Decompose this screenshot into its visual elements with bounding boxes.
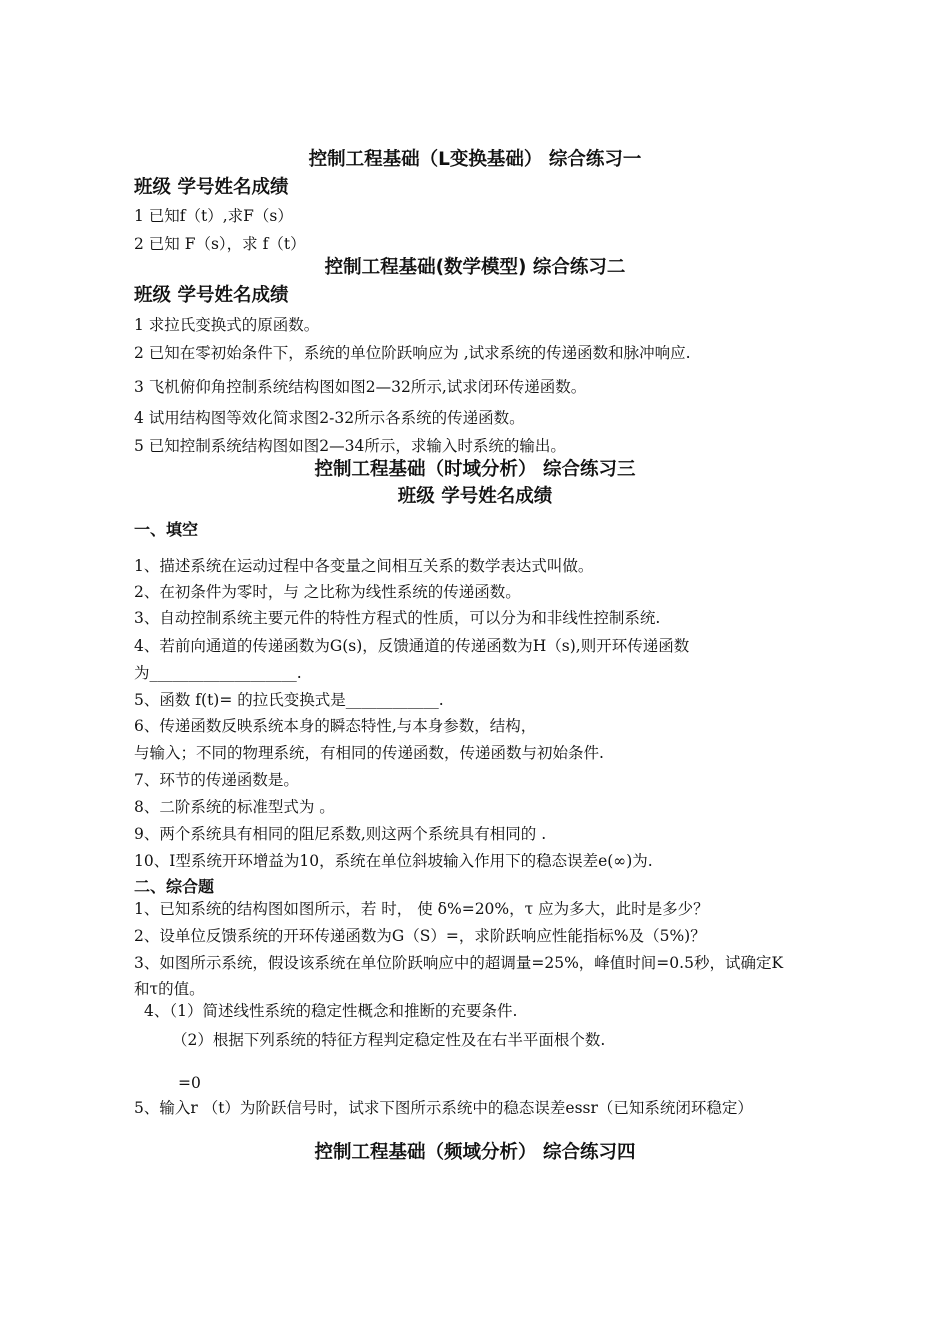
exercise-3-title: 控制工程基础（时域分析） 综合练习三 (314, 459, 636, 480)
fill-question-7: 7、环节的传递函数是。 (134, 771, 299, 789)
exercise-2-title: 控制工程基础(数学模型) 综合练习二 (324, 257, 626, 278)
exercise-1-title: 控制工程基础（L变换基础） 综合练习一 (308, 149, 642, 170)
exercise-2-question-4: 4 试用结构图等效化简求图2-32所示各系统的传递函数。 (134, 409, 525, 427)
fill-question-10: 10、I型系统开环增益为10，系统在单位斜坡输入作用下的稳态误差e(∞)为. (134, 852, 653, 870)
comprehensive-question-5: 5、输入r （t）为阶跃信号时，试求下图所示系统中的稳态误差essr（已知系统闭环稳定） (134, 1099, 753, 1117)
exercise-2-question-5: 5 已知控制系统结构图如图2—34所示，求输入时系统的输出。 (134, 437, 566, 455)
fill-question-8: 8、二阶系统的标准型式为 。 (134, 798, 335, 816)
fill-in-heading: 一、填空 (134, 520, 199, 539)
comprehensive-question-2: 2、设单位反馈系统的开环传递函数为G（S）=，求阶跃响应性能指标%及（5%)？ (134, 927, 706, 945)
fill-question-1: 1、描述系统在运动过程中各变量之间相互关系的数学表达式叫做。 (134, 557, 594, 575)
fill-question-5: 5、函数 f(t)= 的拉氏变换式是____________. (134, 691, 444, 709)
fill-question-4: 4、若前向通道的传递函数为G(s)，反馈通道的传递函数为H（s),则开环传递函数 (134, 637, 690, 655)
comprehensive-question-1: 1、已知系统的结构图如图所示，若 时， 使 δ%=20%，τ 应为多大，此时是多少？ (134, 900, 709, 918)
exercise-3-student-header: 班级 学号姓名成绩 (397, 486, 553, 507)
exercise-1-question-1: 1 已知f（t）,求F（s） (134, 207, 293, 225)
exercise-1-question-2: 2 已知 F（s），求 f（t） (134, 235, 306, 253)
fill-question-6-continued: 与输入；不同的物理系统，有相同的传递函数，传递函数与初始条件. (134, 744, 604, 762)
exercise-2-question-3: 3 飞机俯仰角控制系统结构图如图2—32所示,试求闭环传递函数。 (134, 378, 587, 396)
exercise-2-question-2: 2 已知在零初始条件下，系统的单位阶跃响应为 ,试求系统的传递函数和脉冲响应. (134, 344, 691, 362)
exercise-2-question-1: 1 求拉氏变换式的原函数。 (134, 316, 320, 334)
exercise-2-student-header: 班级 学号姓名成绩 (134, 285, 289, 306)
fill-question-2: 2、在初条件为零时，与 之比称为线性系统的传递函数。 (134, 583, 521, 601)
exercise-1-student-header: 班级 学号姓名成绩 (134, 177, 289, 198)
comprehensive-question-3-continued: 和τ的值。 (134, 980, 205, 998)
comprehensive-heading: 二、综合题 (134, 877, 215, 896)
exercise-4-title: 控制工程基础（频域分析） 综合练习四 (314, 1142, 636, 1163)
comprehensive-question-4: 4、（1）简述线性系统的稳定性概念和推断的充要条件. (144, 1002, 518, 1020)
fill-question-3: 3、自动控制系统主要元件的特性方程式的性质，可以分为和非线性控制系统. (134, 609, 661, 627)
fill-question-9: 9、两个系统具有相同的阻尼系数,则这两个系统具有相同的 . (134, 825, 547, 843)
comprehensive-question-4-part-2: （2）根据下列系统的特征方程判定稳定性及在右半平面根个数. (172, 1031, 606, 1049)
characteristic-equation: =0 (178, 1074, 201, 1092)
comprehensive-question-3: 3、如图所示系统，假设该系统在单位阶跃响应中的超调量=25%，峰值时间=0.5秒，试确定K (134, 954, 784, 972)
fill-question-6: 6、传递函数反映系统本身的瞬态特性,与本身参数，结构， (134, 717, 537, 735)
fill-question-4-continued: 为___________________. (134, 664, 302, 682)
